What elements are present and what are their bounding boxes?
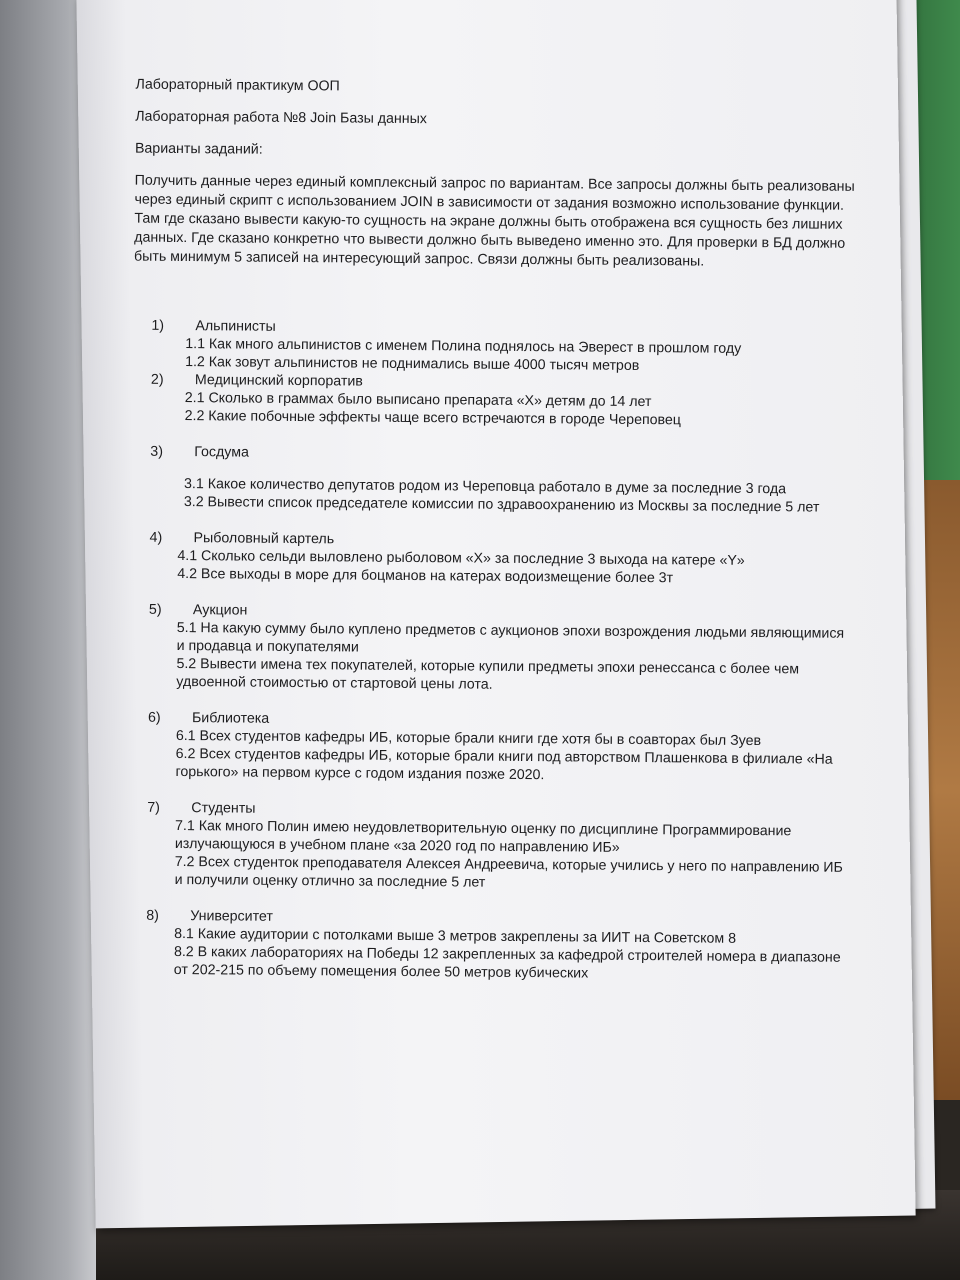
section-title: Библиотека (191, 710, 270, 727)
section-number: 7) (147, 799, 160, 816)
variants-heading: Варианты заданий: (134, 140, 263, 158)
section-number: 1) (151, 317, 165, 334)
task-item: 4.2 Все выходы в море для боцманов на катерах водоизмещение более 3т (177, 565, 674, 587)
task-item: 7.1 Как много Полин имею неудовлетворительную оценку по дисциплине Программирование излучающуюся в учебном плане «за 2020 год по направлению ИБ» (174, 817, 792, 856)
task-item: 8.2 В каких лабораториях на Победы 12 закрепленных за кафедрой строителей номера в диапазоне от 202-215 по объему помещения более 50 метров кубических (173, 943, 841, 982)
section-2 (133, 371, 853, 431)
task-item: 5.2 Вывести имена тех покупателей, которые купили предметы эпохи ренессанса с более чем удвоенной стоимостью от стартовой цены лота. (176, 655, 800, 693)
section-title: Альпинисты (195, 318, 276, 335)
task-item: 1.2 Как зовут альпинистов не поднимались выше 4000 тысяч метров (185, 354, 640, 375)
task-item: 6.1 Всех студентов кафедры ИБ, которые брали книги где хотя бы в соавторах был Зуев (175, 727, 762, 750)
task-item: 2.2 Какие побочные эффекты чаще всего встречаются в городе Череповец (184, 408, 682, 429)
page-content (128, 76, 856, 985)
section-number: 3) (150, 443, 164, 460)
section-title: Медицинский корпоратив (194, 372, 363, 390)
task-item: 1.1 Как много альпинистов с именем Полина поднялось на Эверест в прошлом году (185, 336, 742, 357)
section-title: Студенты (191, 800, 256, 817)
task-item: 2.1 Сколько в граммах было выписано препарата «X» детям до 14 лет (184, 390, 652, 411)
section-8 (128, 907, 849, 985)
section-title: Рыболовный картель (193, 530, 335, 548)
section-number: 6) (147, 709, 161, 726)
task-item: 6.2 Всех студентов кафедры ИБ, которые брали книги под авторством Плашенкова в филиале «На горького» на первом курсе с годом издания позже 2020. (175, 745, 833, 784)
section-number: 4) (149, 529, 163, 546)
course-title: Лабораторный практикум ООП (135, 76, 340, 95)
section-title: Университет (190, 908, 273, 925)
intro-paragraph: Получить данные через единый комплексный запрос по вариантам. Все запросы должны быть реализованы через единый скрипт с использованием JOIN в зависимости от задания возможно использование функции. Там где сказано вывести какую-то сущность на экране должны быть отображена вся сущность без лишних данных. Где сказано конкретно что вывести должно быть выведено именно это. Для проверки в БД должно быть минимум 5 записей на интересующий запрос. Связи должны быть реализованы. (133, 172, 855, 270)
section-title: Аукцион (192, 602, 248, 619)
section-number: 8) (146, 907, 159, 924)
section-6 (129, 709, 850, 787)
document-page (76, 0, 915, 1228)
section-5 (130, 601, 851, 697)
lab-title: Лабораторная работа №8 Join Базы данных (135, 108, 427, 128)
task-item: 7.2 Всех студенток преподавателя Алексея Андреевича, которые учились у него по направлению ИБ и получили оценку отлично за последние 5 лет (174, 853, 843, 891)
task-item: 3.2 Вывести список председателе комиссии по здравоохранению из Москвы за последние 5 лет (183, 494, 820, 516)
section-4 (131, 529, 851, 589)
section-title: Госдума (194, 444, 249, 461)
task-item: 5.1 На какую сумму было куплено предметов с аукционов эпохи возрождения людьми являющимися и продавца и покупателями (176, 619, 845, 656)
section-1 (133, 317, 853, 377)
section-7 (129, 799, 850, 895)
task-item: 8.1 Какие аудитории с потолками выше 3 метров закреплены за ИИТ на Советском 8 (174, 925, 737, 947)
task-item: 4.1 Сколько сельди выловлено рыболовом «X» за последние 3 выхода на катере «Y» (177, 547, 745, 569)
task-item: 3.1 Какое количество депутатов родом из Череповца работало в думе за последние 3 года (183, 476, 787, 498)
section-3 (132, 443, 853, 517)
section-number: 5) (148, 601, 162, 618)
section-number: 2) (150, 371, 164, 388)
